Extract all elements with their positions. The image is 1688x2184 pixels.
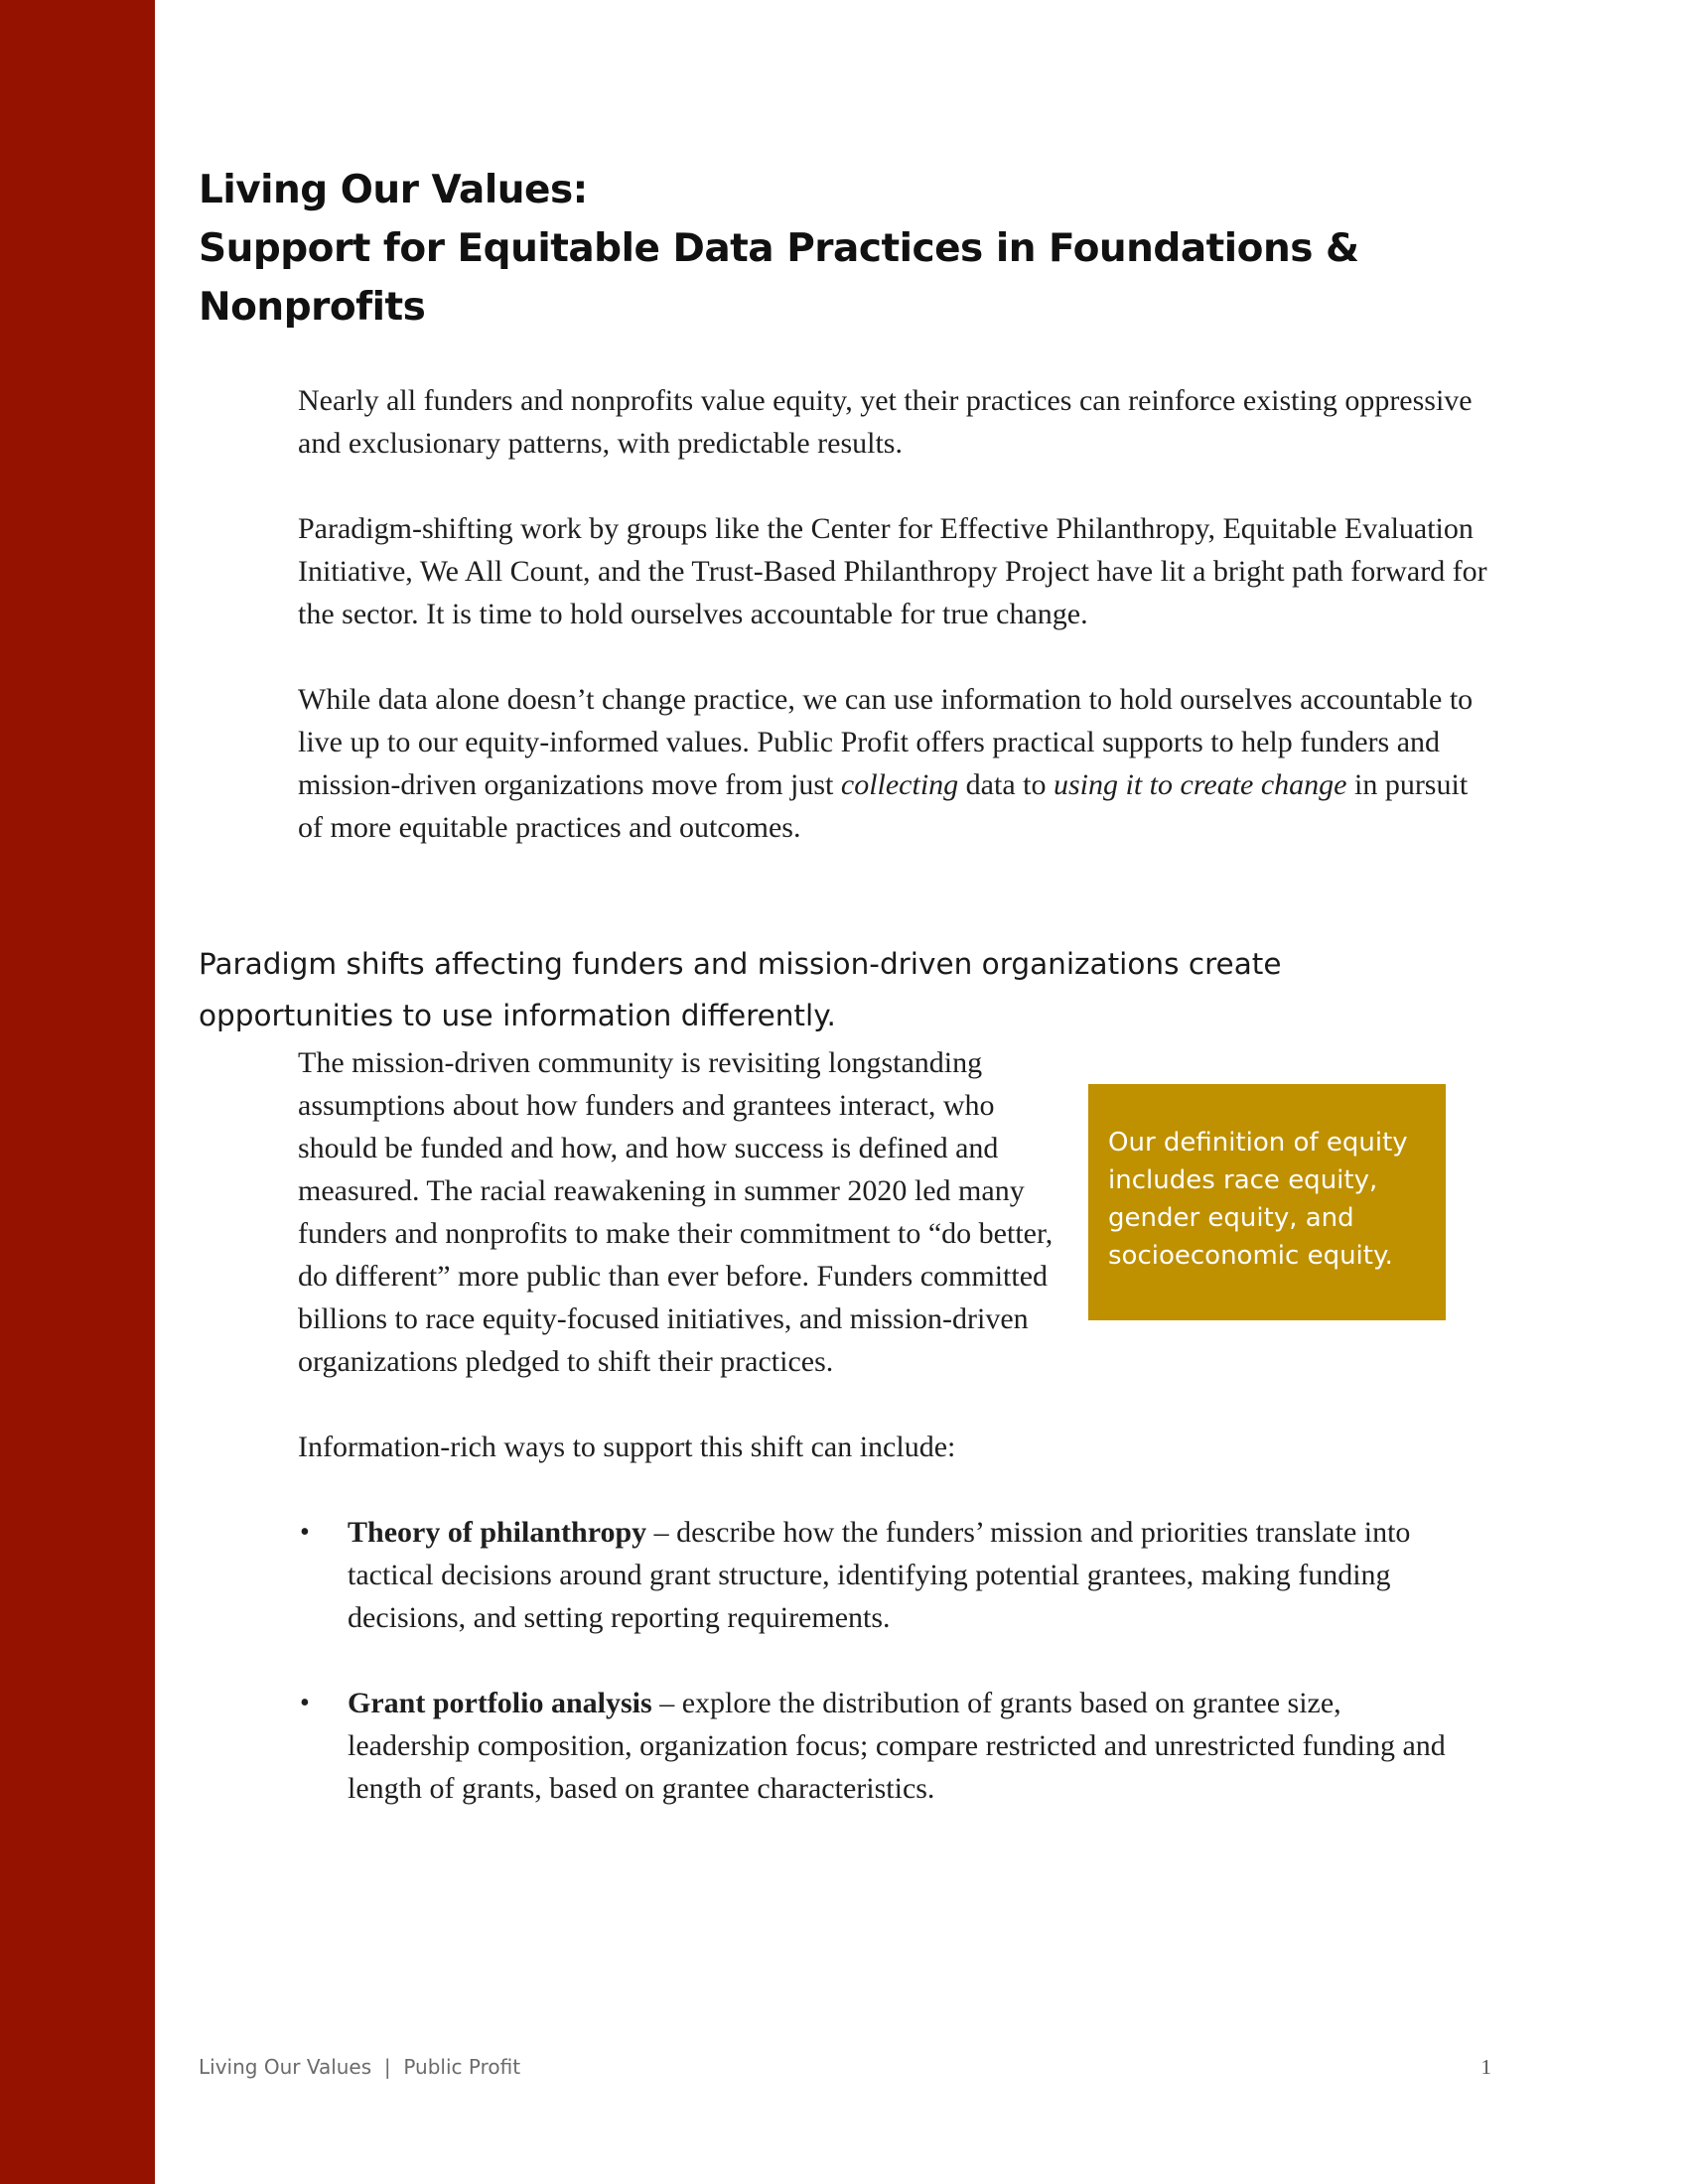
section-paragraph: The mission-driven community is revisiting longstanding assumptions about how funders and grantees interact, who should be funded and how, and how success is defined and measured. The racial reawakening in summer 2020 led many funders and nonprofits to make their commitment to “do better, do different” more public than ever before. Funders committed billions to race equity-focused initiatives, and mission-driven organizations pledged to shift their practices. (298, 1046, 1054, 1378)
intro-paragraph-1: Nearly all funders and nonprofits value equity, yet their practices can reinforce existing oppressive and exclusionary patterns, with predictable results. (298, 384, 1473, 460)
left-accent-bar (0, 0, 155, 2184)
bullet-icon: • (300, 1517, 310, 1548)
intro-paragraph-3 (298, 678, 1489, 849)
list-item (298, 1682, 1470, 1810)
title-line-2: Support for Equitable Data Practices in Foundations & (199, 226, 1359, 271)
page-number: 1 (1480, 2055, 1491, 2079)
equity-definition-callout: Our definition of equity includes race equity, gender equity, and socioeconomic equity. (1088, 1084, 1446, 1320)
section-heading-line-1: Paradigm shifts affecting funders and mission-driven organizations create (199, 947, 1282, 981)
bullet-term: Theory of philanthropy (348, 1516, 647, 1549)
bullet-text: – explore the distribution of grants based on grantee size, leadership composition, organization focus; compare restricted and unrestricted funding and length of grants, based on grantee characteristics. (348, 1687, 1446, 1805)
bullet-icon: • (300, 1688, 310, 1718)
title-line-3: Nonprofits (199, 285, 426, 330)
intro-p3-part-1: While data alone doesn’t change practice, we can use information to hold ourselves accountable to live up to our equity-informed values. Public Profit offers practical supports to help funders and mission-driven organizations move from just (298, 683, 1474, 801)
section-body (298, 1041, 1470, 1852)
intro-paragraph-2: Paradigm-shifting work by groups like the Center for Effective Philanthropy, Equitable Evaluation Initiative, We All Count, and the Trust-Based Philanthropy Project have lit a bright path forward for the sector. It is time to hold ourselves accountable for true change. (298, 512, 1487, 630)
bullet-list (298, 1511, 1470, 1810)
intro-p3-emphasis-using: using it to create change (1053, 768, 1347, 801)
bullet-term: Grant portfolio analysis (348, 1687, 652, 1719)
lead-in-paragraph: Information-rich ways to support this shift can include: (298, 1431, 956, 1463)
page-title (199, 161, 1489, 337)
intro-p3-part-2: data to (958, 768, 1054, 801)
title-line-1: Living Our Values: (199, 168, 588, 212)
footer-label: Living Our Values | Public Profit (199, 2055, 521, 2079)
list-item (298, 1511, 1470, 1639)
section-heading-line-2: opportunities to use information differently. (199, 999, 836, 1032)
intro-p3-emphasis-collecting: collecting (840, 768, 959, 801)
intro-p3-part-3: in pursuit of more equitable practices and outcomes. (298, 768, 1469, 844)
section-heading (199, 938, 1489, 1041)
bullet-text: – describe how the funders’ mission and priorities translate into tactical decisions around grant structure, identifying potential grantees, making funding decisions, and setting reporting requirements. (348, 1516, 1411, 1634)
intro-section (298, 379, 1489, 891)
